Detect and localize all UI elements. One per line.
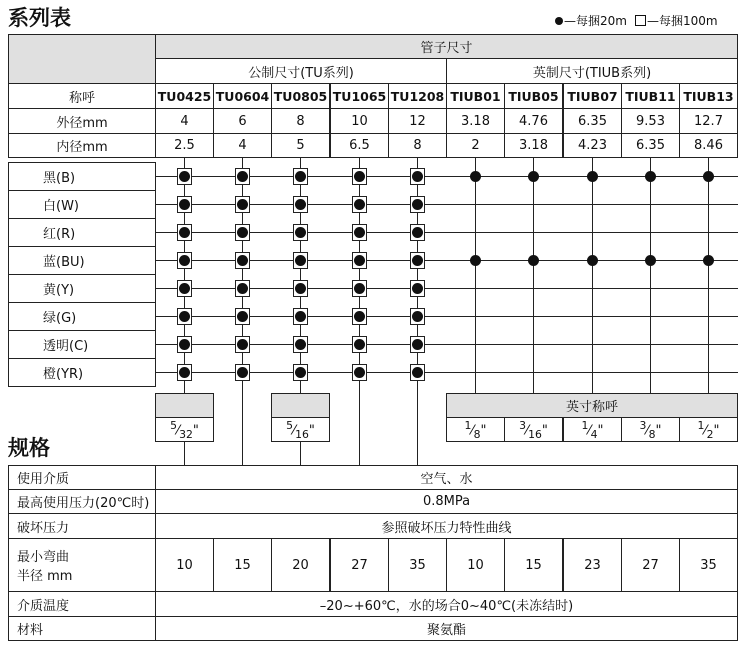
color-label: 黄(Y) bbox=[8, 274, 156, 303]
dot-marker bbox=[179, 283, 190, 294]
dot-legend-icon bbox=[555, 17, 563, 25]
id-cell: 4 bbox=[213, 133, 272, 158]
dot-marker bbox=[354, 367, 365, 378]
id-cell: 8.46 bbox=[679, 133, 738, 158]
id-cell: 2 bbox=[446, 133, 505, 158]
dot-marker bbox=[237, 255, 248, 266]
dot-marker bbox=[354, 283, 365, 294]
dot-marker bbox=[470, 171, 481, 182]
metric-equiv-2: $^5⁄_{16}$" bbox=[271, 417, 330, 442]
dot-marker bbox=[645, 255, 656, 266]
model-cell: TIUB05 bbox=[504, 83, 563, 109]
spec-value-cell: 27 bbox=[621, 538, 680, 592]
dot-marker bbox=[179, 255, 190, 266]
dot-marker bbox=[295, 339, 306, 350]
dot-marker bbox=[237, 311, 248, 322]
dot-marker bbox=[179, 199, 190, 210]
spec-value-cell: 10 bbox=[155, 538, 214, 592]
model-cell: TU0604 bbox=[213, 83, 272, 109]
imperial-header: 英制尺寸(TIUB系列) bbox=[446, 58, 738, 84]
dot-marker bbox=[470, 255, 481, 266]
id-cell: 6.5 bbox=[330, 133, 389, 158]
column-line bbox=[184, 158, 185, 393]
spec-value-cell: 15 bbox=[213, 538, 272, 592]
dot-marker bbox=[179, 339, 190, 350]
dot-marker bbox=[237, 339, 248, 350]
dot-marker bbox=[412, 255, 423, 266]
dot-marker bbox=[295, 367, 306, 378]
spec-value: –20~+60℃，水的场合0~40℃(未冻结时) bbox=[155, 591, 738, 617]
dot-marker bbox=[703, 255, 714, 266]
dot-marker bbox=[295, 227, 306, 238]
od-cell: 4 bbox=[155, 108, 214, 134]
dot-marker bbox=[412, 367, 423, 378]
dot-marker bbox=[237, 283, 248, 294]
series-title: 系列表 bbox=[8, 6, 71, 30]
od-cell: 10 bbox=[330, 108, 389, 134]
dot-marker bbox=[179, 311, 190, 322]
color-label: 蓝(BU) bbox=[8, 246, 156, 275]
dot-marker bbox=[237, 227, 248, 238]
model-cell: TU1065 bbox=[330, 83, 389, 109]
dot-marker bbox=[412, 311, 423, 322]
od-cell: 12.7 bbox=[679, 108, 738, 134]
id-label: 内径mm bbox=[8, 133, 156, 158]
dot-marker bbox=[412, 339, 423, 350]
model-cell: TU1208 bbox=[388, 83, 447, 109]
color-label: 黑(B) bbox=[8, 162, 156, 191]
model-cell: TIUB01 bbox=[446, 83, 505, 109]
spec-value-cell: 23 bbox=[563, 538, 622, 592]
od-cell: 12 bbox=[388, 108, 447, 134]
dot-marker bbox=[587, 171, 598, 182]
spec-label: 最高使用压力(20℃时) bbox=[8, 489, 156, 514]
dot-marker bbox=[179, 171, 190, 182]
spec-value: 聚氨酯 bbox=[155, 616, 738, 641]
spec-value-cell: 35 bbox=[388, 538, 447, 592]
column-line bbox=[300, 441, 301, 465]
spec-value: 参照破坏压力特性曲线 bbox=[155, 513, 738, 539]
dot-marker bbox=[237, 199, 248, 210]
dot-marker bbox=[645, 171, 656, 182]
column-line bbox=[300, 158, 301, 393]
header-corner bbox=[8, 34, 156, 84]
spec-label: 破坏压力 bbox=[8, 513, 156, 539]
od-cell: 4.76 bbox=[504, 108, 563, 134]
dot-marker bbox=[354, 171, 365, 182]
dot-marker bbox=[295, 171, 306, 182]
id-cell: 8 bbox=[388, 133, 447, 158]
spec-label: 材料 bbox=[8, 616, 156, 641]
spec-value: 0.8MPa bbox=[155, 489, 738, 514]
inch-size-cell: $^1⁄_4$" bbox=[563, 417, 622, 442]
metric-header: 公制尺寸(TU系列) bbox=[155, 58, 447, 84]
inch-size-cell: $^3⁄_8$" bbox=[621, 417, 680, 442]
od-cell: 9.53 bbox=[621, 108, 680, 134]
model-cell: TU0805 bbox=[271, 83, 330, 109]
model-cell: TIUB07 bbox=[563, 83, 622, 109]
od-cell: 8 bbox=[271, 108, 330, 134]
spec-label: 使用介质 bbox=[8, 465, 156, 490]
tube-size-header: 管子尺寸 bbox=[155, 34, 738, 59]
id-cell: 4.23 bbox=[563, 133, 622, 158]
id-cell: 5 bbox=[271, 133, 330, 158]
model-cell: TIUB13 bbox=[679, 83, 738, 109]
spec-value: 空气、水 bbox=[155, 465, 738, 490]
color-label: 红(R) bbox=[8, 218, 156, 247]
od-cell: 3.18 bbox=[446, 108, 505, 134]
dot-marker bbox=[354, 339, 365, 350]
dot-marker bbox=[528, 255, 539, 266]
dot-marker bbox=[412, 171, 423, 182]
dot-marker bbox=[528, 171, 539, 182]
metric-equiv-box-1-top bbox=[155, 393, 214, 418]
name-label: 称呼 bbox=[8, 83, 156, 109]
dot-marker bbox=[354, 199, 365, 210]
dot-marker bbox=[354, 227, 365, 238]
color-label: 透明(C) bbox=[8, 330, 156, 359]
spec-label: 介质温度 bbox=[8, 591, 156, 617]
id-cell: 3.18 bbox=[504, 133, 563, 158]
model-cell: TU0425 bbox=[155, 83, 214, 109]
dot-marker bbox=[354, 255, 365, 266]
dot-marker bbox=[412, 283, 423, 294]
spec-value-cell: 20 bbox=[271, 538, 330, 592]
inch-size-cell: $^3⁄_{16}$" bbox=[504, 417, 563, 442]
dot-marker bbox=[295, 255, 306, 266]
dot-marker bbox=[354, 311, 365, 322]
od-cell: 6.35 bbox=[563, 108, 622, 134]
metric-equiv-1: $^5⁄_{32}$" bbox=[155, 417, 214, 442]
dot-marker bbox=[703, 171, 714, 182]
dot-legend-text: —每捆20m bbox=[564, 14, 627, 28]
spec-value-cell: 10 bbox=[446, 538, 505, 592]
dot-marker bbox=[412, 227, 423, 238]
box-legend-icon bbox=[635, 15, 646, 26]
color-label: 绿(G) bbox=[8, 302, 156, 331]
color-label: 橙(YR) bbox=[8, 358, 156, 387]
inch-label: 英寸称呼 bbox=[446, 393, 738, 418]
id-cell: 6.35 bbox=[621, 133, 680, 158]
dot-marker bbox=[412, 199, 423, 210]
dot-marker bbox=[295, 199, 306, 210]
id-cell: 2.5 bbox=[155, 133, 214, 158]
od-label: 外径mm bbox=[8, 108, 156, 134]
dot-marker bbox=[237, 367, 248, 378]
color-label: 白(W) bbox=[8, 190, 156, 219]
spec-title: 规格 bbox=[8, 436, 50, 460]
inch-size-cell: $^1⁄_2$" bbox=[679, 417, 738, 442]
dot-marker bbox=[179, 367, 190, 378]
legend bbox=[555, 12, 718, 29]
od-cell: 6 bbox=[213, 108, 272, 134]
metric-equiv-box-2-top bbox=[271, 393, 330, 418]
dot-marker bbox=[295, 311, 306, 322]
dot-marker bbox=[295, 283, 306, 294]
spec-value-cell: 15 bbox=[504, 538, 563, 592]
column-line bbox=[184, 441, 185, 465]
dot-marker bbox=[179, 227, 190, 238]
model-cell: TIUB11 bbox=[621, 83, 680, 109]
inch-size-cell: $^1⁄_8$" bbox=[446, 417, 505, 442]
spec-value-cell: 27 bbox=[330, 538, 389, 592]
dot-marker bbox=[587, 255, 598, 266]
spec-label: 最小弯曲 半径 mm bbox=[8, 538, 156, 592]
box-legend-text: —每捆100m bbox=[646, 14, 718, 28]
spec-value-cell: 35 bbox=[679, 538, 738, 592]
dot-marker bbox=[237, 171, 248, 182]
